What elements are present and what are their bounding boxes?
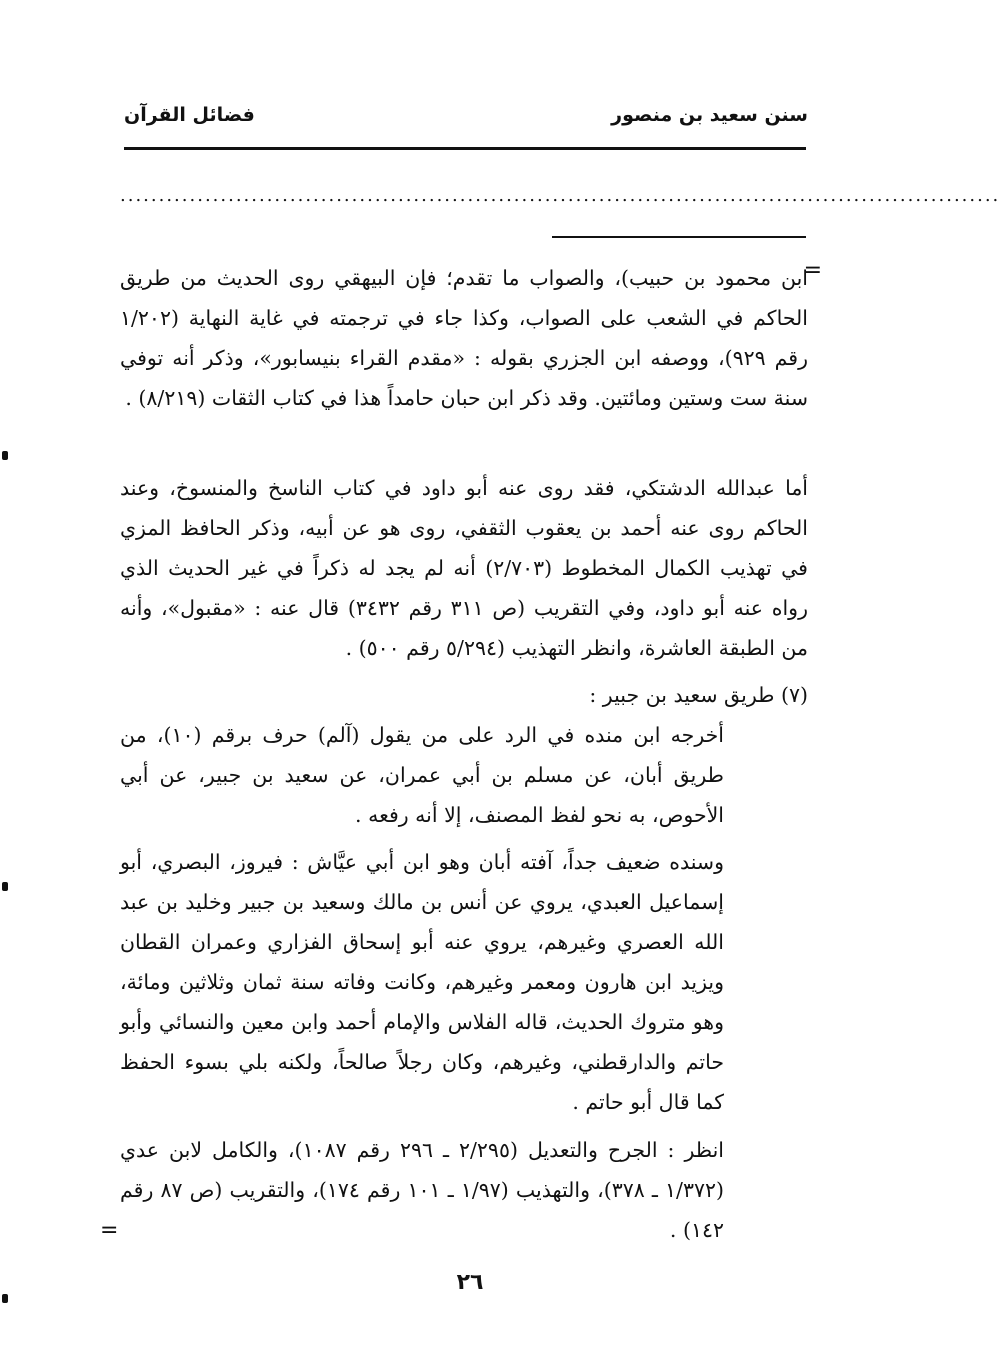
continuation-mark-bottom: = <box>100 1218 119 1243</box>
scan-edge-mark <box>2 882 8 891</box>
footnote-heading-7: (٧) طريق سعيد بن جبير : <box>589 683 808 707</box>
header-rule <box>124 147 806 150</box>
paragraph-5: انظر : الجرح والتعديل (٢/٢٩٥ ـ ٢٩٦ رقم ١٠٨٧)، والكامل لابن عدي (١/٣٧٢ ـ ٣٧٨)، والتهذيب (١/٩٧ ـ ١٠١ رقم ١٧٤)، والتقريب (ص ٨٧ رقم ١٤٢) . <box>120 1138 724 1242</box>
scan-edge-mark <box>2 1294 8 1303</box>
paragraph-3: أخرجه ابن منده في الرد على من يقول (آلم) حرف برقم (١٠)، من طريق أبان، عن مسلم بن أبي عمران، عن سعيد بن جبير، عن أبي الأحوص، به نحو لفظ المصنف، إلا أنه رفعه . <box>120 723 724 827</box>
book-title: سنن سعيد بن منصور <box>611 104 808 126</box>
page-number: ٢٦ <box>456 1270 484 1295</box>
dotted-separator: .................................................................................................................. <box>120 185 1000 206</box>
continuation-mark-top: = <box>803 258 822 283</box>
footnote-rule <box>552 236 806 238</box>
paragraph-2: أما عبدالله الدشتكي، فقد روى عنه أبو داود في كتاب الناسخ والمنسوخ، وعند الحاكم روى عنه أحمد بن يعقوب الثقفي، روى هو عن أبيه، وذكر الحافظ المزي في تهذيب الكمال المخطوط (٢/٧٠٣) أنه لم يجد له ذكراً في غير الحديث الذي رواه عنه أبو داود، وفي التقريب (ص ٣١١ رقم ٣٤٣٢) قال عنه : «مقبول»، وأنه من الطبقة العاشرة، وانظر التهذيب (٥/٢٩٤ رقم ٥٠٠) . <box>120 476 808 660</box>
paragraph-4: وسنده ضعيف جداً، آفته أبان وهو ابن أبي عيَّاش : فيروز، البصري، أبو إسماعيل العبدي، يروي عن أنس بن مالك وسعيد بن جبير وخليد بن عبد الله العصري وغيرهم، يروي عنه أبو إسحاق الفزاري وعمران القطان ويزيد ابن هارون ومعمر وغيرهم، وكانت وفاته سنة ثمان وثلاثين ومائة، وهو متروك الحديث، قاله الفلاس والإمام أحمد وابن معين والنسائي وأبو حاتم والدارقطني، وغيرهم، وكان رجلاً صالحاً، ولكنه بلي بسوء الحفظ كما قال أبو حاتم . <box>120 850 724 1114</box>
paragraph-1: ابن محمود بن حبيب)، والصواب ما تقدم؛ فإن البيهقي روى الحديث من طريق الحاكم في الشعب على الصواب، وكذا جاء في ترجمته في غاية النهاية (١/٢٠٢ رقم ٩٢٩)، ووصفه ابن الجزري بقوله : «مقدم القراء بنيسابور»، وذكر أنه توفي سنة ست وستين ومائتين. وقد ذكر ابن حبان حامداً هذا في كتاب الثقات (٨/٢١٩) . <box>120 266 809 410</box>
section-title: فضائل القرآن <box>124 104 255 126</box>
scan-edge-mark <box>2 451 8 460</box>
